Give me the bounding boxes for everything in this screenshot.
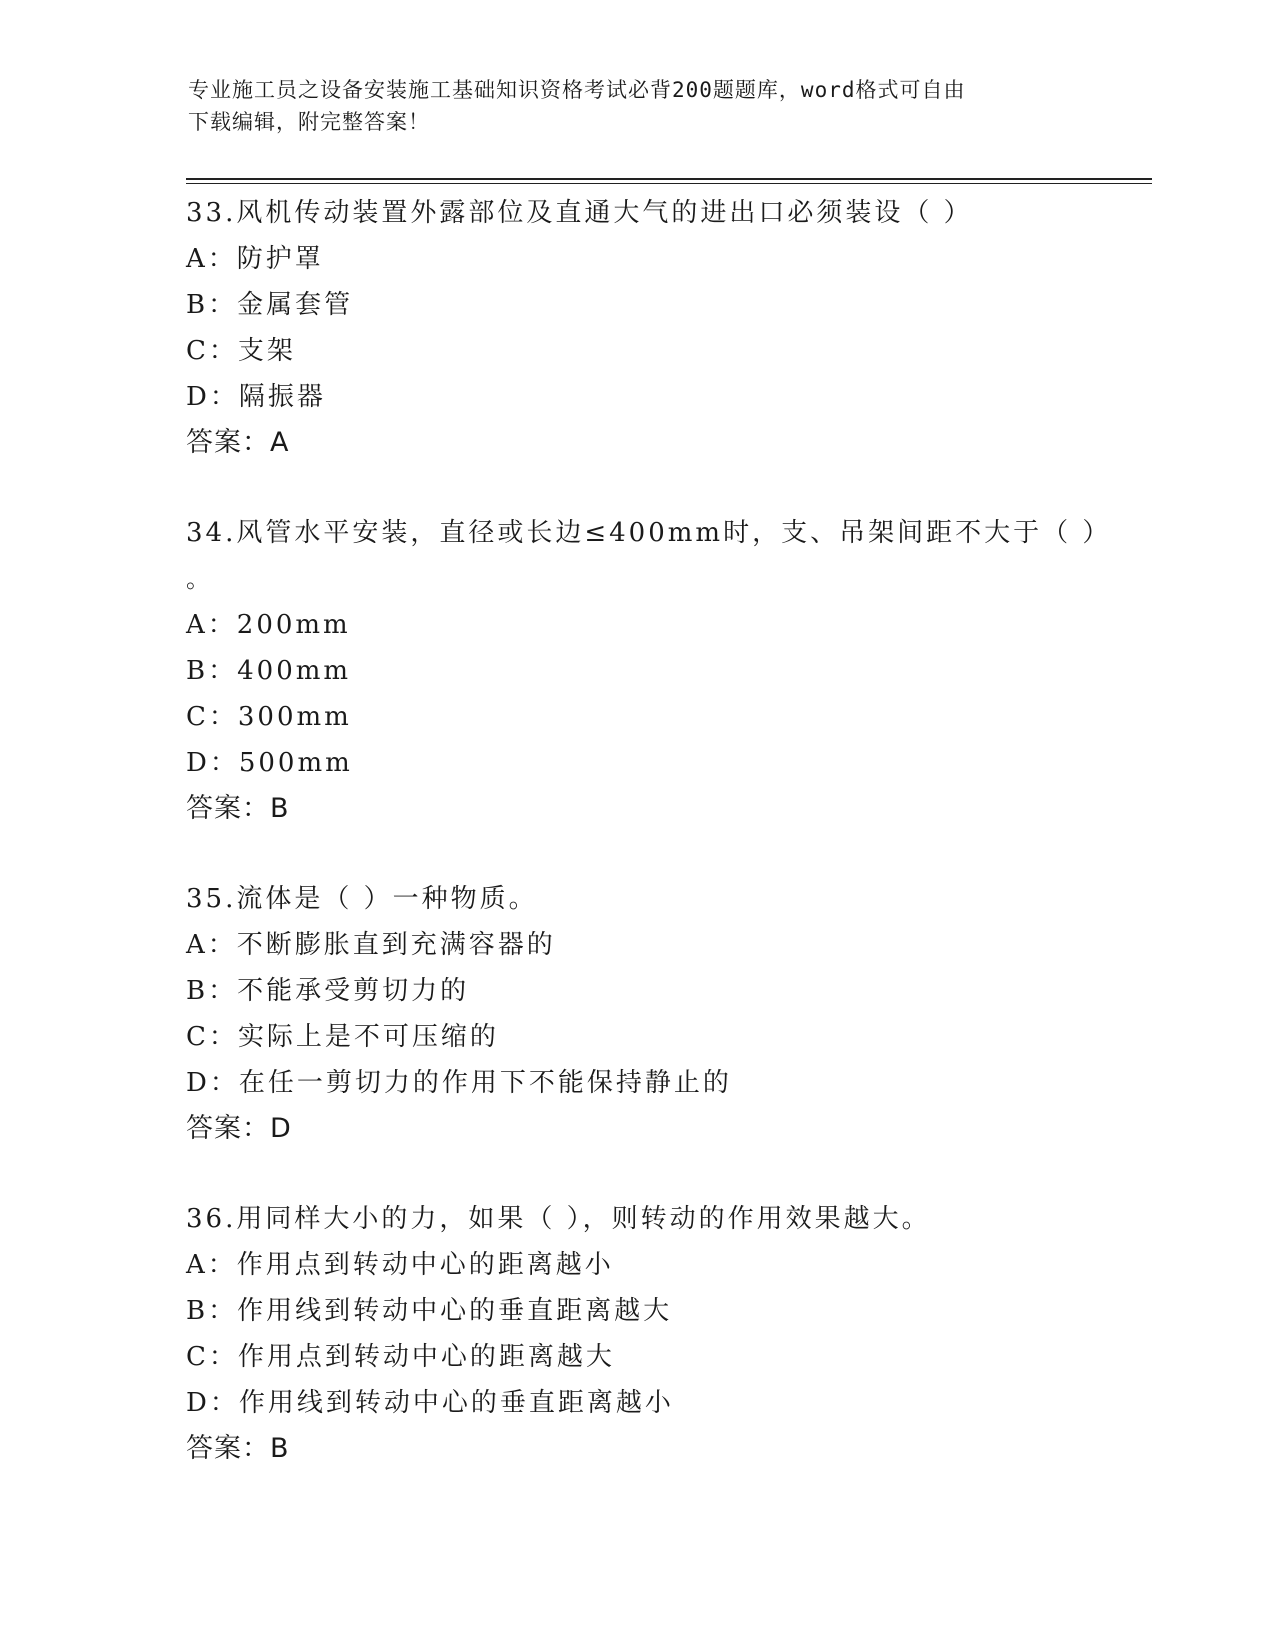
option-d: D：作用线到转动中心的垂直距离越小 xyxy=(186,1388,674,1418)
option-b: B：不能承受剪切力的 xyxy=(186,976,470,1006)
question-list xyxy=(186,190,1112,1516)
option-d: D：隔振器 xyxy=(186,382,326,412)
header-line-1: 专业施工员之设备安装施工基础知识资格考试必背200题题库，word格式可自由 xyxy=(188,78,966,102)
question-stem: 33.风机传动装置外露部位及直通大气的进出口必须装设（ ） xyxy=(186,198,973,228)
answer-label: 答案：A xyxy=(186,427,290,458)
header-divider xyxy=(186,178,1152,180)
answer-label: 答案：B xyxy=(186,1433,290,1464)
header-line-2: 下载编辑，附完整答案！ xyxy=(188,110,430,134)
option-d: D：500mm xyxy=(186,748,353,778)
question-33 xyxy=(186,190,1086,466)
question-stem: 35.流体是（ ）一种物质。 xyxy=(186,884,538,914)
answer-label: 答案：B xyxy=(186,793,290,824)
option-b: B：400mm xyxy=(186,656,352,686)
option-b: B：作用线到转动中心的垂直距离越大 xyxy=(186,1296,673,1326)
option-b: B：金属套管 xyxy=(186,290,354,320)
option-a: A：不断膨胀直到充满容器的 xyxy=(186,930,556,960)
option-a: A：200mm xyxy=(186,610,351,640)
option-c: C：作用点到转动中心的距离越大 xyxy=(186,1342,615,1372)
question-stem-continuation: 。 xyxy=(186,565,213,593)
option-c: C：实际上是不可压缩的 xyxy=(186,1022,499,1052)
option-d: D：在任一剪切力的作用下不能保持静止的 xyxy=(186,1068,732,1098)
question-36 xyxy=(186,1196,1086,1472)
document-header xyxy=(188,74,1088,138)
question-stem: 36.用同样大小的力，如果（ ），则转动的作用效果越大。 xyxy=(186,1204,931,1234)
option-c: C：300mm xyxy=(186,702,352,732)
answer-label: 答案：D xyxy=(186,1113,292,1144)
option-a: A：作用点到转动中心的距离越小 xyxy=(186,1250,614,1280)
option-a: A：防护罩 xyxy=(186,244,324,274)
question-35 xyxy=(186,876,1086,1152)
question-34 xyxy=(186,510,1112,832)
question-stem: 34.风管水平安装，直径或长边≤400mm时，支、吊架间距不大于（ ） xyxy=(186,518,1112,548)
option-c: C：支架 xyxy=(186,336,296,366)
header-divider-thin xyxy=(186,183,1152,184)
